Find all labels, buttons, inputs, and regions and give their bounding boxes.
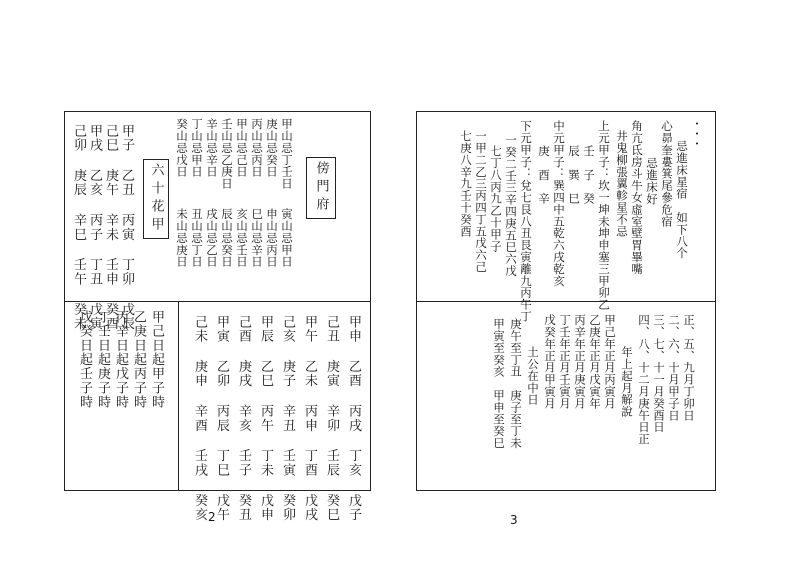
left-page bbox=[0, 0, 396, 565]
sexagenary-col: 己卯 庚辰 辛巳 壬午 癸未 bbox=[71, 124, 86, 331]
dot-markers: ・・・ bbox=[690, 118, 703, 148]
mountain-col: 寅山忌甲日 bbox=[280, 208, 294, 268]
month-rule-col: 年上起月解說 bbox=[620, 346, 634, 418]
hour-rule-col: 丙辛日起戊子時 bbox=[113, 310, 128, 410]
bed-star-col: 七丁八丙九乙十甲子 bbox=[489, 145, 503, 253]
cycle-col: 甲午 乙未 丙申 丁酉 戊戌 bbox=[302, 315, 317, 522]
bed-star-col: 七庚八辛九壬十癸酉 bbox=[459, 130, 473, 238]
cycle-col: 甲寅 乙卯 丙辰 丁巳 戊午 bbox=[214, 315, 229, 522]
mountain-col: 申山忌丙日 bbox=[265, 208, 279, 268]
header-label-box: 傍門府 bbox=[306, 157, 336, 219]
sexagenary-label-box: 六十花甲 bbox=[143, 159, 169, 239]
bed-star-col: 忌進床好 bbox=[645, 157, 659, 205]
mountain-col: 亥山忌壬日 bbox=[235, 208, 249, 268]
mountain-col: 未山忌庚日 bbox=[175, 208, 189, 268]
cycle-col: 己亥 庚子 辛丑 壬寅 癸卯 bbox=[280, 315, 295, 522]
month-rule-col: 土公在中日 bbox=[526, 346, 540, 406]
sexagenary-col: 甲戌 乙亥 丙子 丁丑 戊寅 bbox=[87, 124, 102, 331]
hour-rule-col: 甲己日起甲子時 bbox=[149, 310, 164, 410]
bed-star-col: 下元甲子：兌七艮八丑艮寅離九丙午丁 bbox=[519, 120, 533, 323]
sexagenary-col: 甲子 乙丑 丙寅 丁卯 戊辰 bbox=[119, 124, 134, 331]
bed-star-col: 壬 子 癸 bbox=[582, 145, 596, 205]
mountain-col: 辰山忌癸日 bbox=[220, 208, 234, 268]
month-rule-col: 戊癸年正月甲寅月 bbox=[543, 314, 557, 410]
page-number: 3 bbox=[510, 513, 518, 527]
mountain-col: 癸山忌戊日 bbox=[175, 118, 189, 178]
bed-star-col: 中元甲子：巽四中五乾六戌乾亥 bbox=[552, 120, 566, 287]
month-rule-col: 甲己年正月丙寅月 bbox=[603, 314, 617, 410]
month-rule-col: 二、六、十月甲子日 bbox=[667, 314, 681, 422]
left-page-center-rule bbox=[178, 301, 179, 491]
cycle-col: 甲申 乙酉 丙戌 丁亥 戊子 bbox=[346, 315, 361, 522]
bed-star-col: 忌進床星宿 如下八个 bbox=[675, 140, 689, 259]
month-rule-col: 甲寅至癸亥 甲申至癸巳 bbox=[492, 318, 506, 449]
bed-star-col: 上元甲子：坎一坤未坤申塞三甲卯乙 bbox=[597, 120, 611, 311]
bed-star-col: 一甲二乙三丙四丁五戊六己 bbox=[474, 130, 488, 273]
sexagenary-col: 己巳 庚午 辛未 壬申 癸酉 bbox=[103, 124, 118, 331]
month-rule-col: 乙庚年正月戊寅年 bbox=[588, 314, 602, 410]
mountain-col: 庚山忌癸日 bbox=[265, 118, 279, 178]
page-number: 2 bbox=[208, 510, 216, 524]
month-rule-col: 丁壬年正月壬寅月 bbox=[558, 314, 572, 410]
mountain-col: 戌山忌乙日 bbox=[205, 208, 219, 268]
bed-star-col: 辰 巽 巳 bbox=[567, 145, 581, 205]
month-rule-col: 庚午至丁丑 庚子至丁未 bbox=[509, 318, 523, 449]
mountain-col: 丁山忌甲日 bbox=[190, 118, 204, 178]
cycle-col: 己丑 庚寅 辛卯 壬辰 癸巳 bbox=[324, 315, 339, 522]
bed-star-col: 一癸二壬三辛四庚五巳六戊 bbox=[504, 134, 518, 277]
cycle-col: 己未 庚申 辛酉 壬戌 癸亥 bbox=[192, 315, 207, 522]
right-page bbox=[396, 0, 793, 565]
hour-rule-col: 乙庚日起丙子時 bbox=[131, 310, 146, 410]
bed-star-col: 庚 酉 辛 bbox=[537, 145, 551, 205]
mountain-col: 壬山忌乙庚日 bbox=[220, 118, 234, 190]
mountain-col: 甲山忌己日 bbox=[235, 118, 249, 178]
month-rule-col: 丙辛年正月庚寅月 bbox=[573, 314, 587, 410]
bed-star-col: 角亢氐房斗牛女虛室壁胃畢嘴 bbox=[630, 120, 644, 275]
month-rule-col: 四、八、十二月庚午日正 bbox=[637, 314, 651, 445]
cycle-col: 甲辰 乙巳 丙午 丁未 戊申 bbox=[258, 315, 273, 522]
mountain-col: 巳山忌辛日 bbox=[250, 208, 264, 268]
cycle-col: 己酉 庚戌 辛亥 壬子 癸丑 bbox=[236, 315, 251, 522]
month-rule-col: 三、七、十一月癸酉日 bbox=[652, 314, 666, 433]
mountain-col: 丙山忌丙日 bbox=[250, 118, 264, 178]
hour-rule-col: 戊癸日起壬子時 bbox=[77, 310, 92, 410]
mountain-col: 丑山忌丁日 bbox=[190, 208, 204, 268]
month-rule-col: 正、五、九月丁卯日 bbox=[682, 314, 696, 422]
mountain-col: 辛山忌辛日 bbox=[205, 118, 219, 178]
bed-star-col: 井鬼柳張翼軫星不忌 bbox=[615, 130, 629, 238]
mountain-col: 甲山忌丁壬日 bbox=[280, 118, 294, 190]
hour-rule-col: 丁壬日起庚子時 bbox=[95, 310, 110, 410]
bed-star-col: 心昴奎婁箕尾參危宿 bbox=[660, 120, 674, 228]
right-page-divider bbox=[416, 301, 716, 302]
